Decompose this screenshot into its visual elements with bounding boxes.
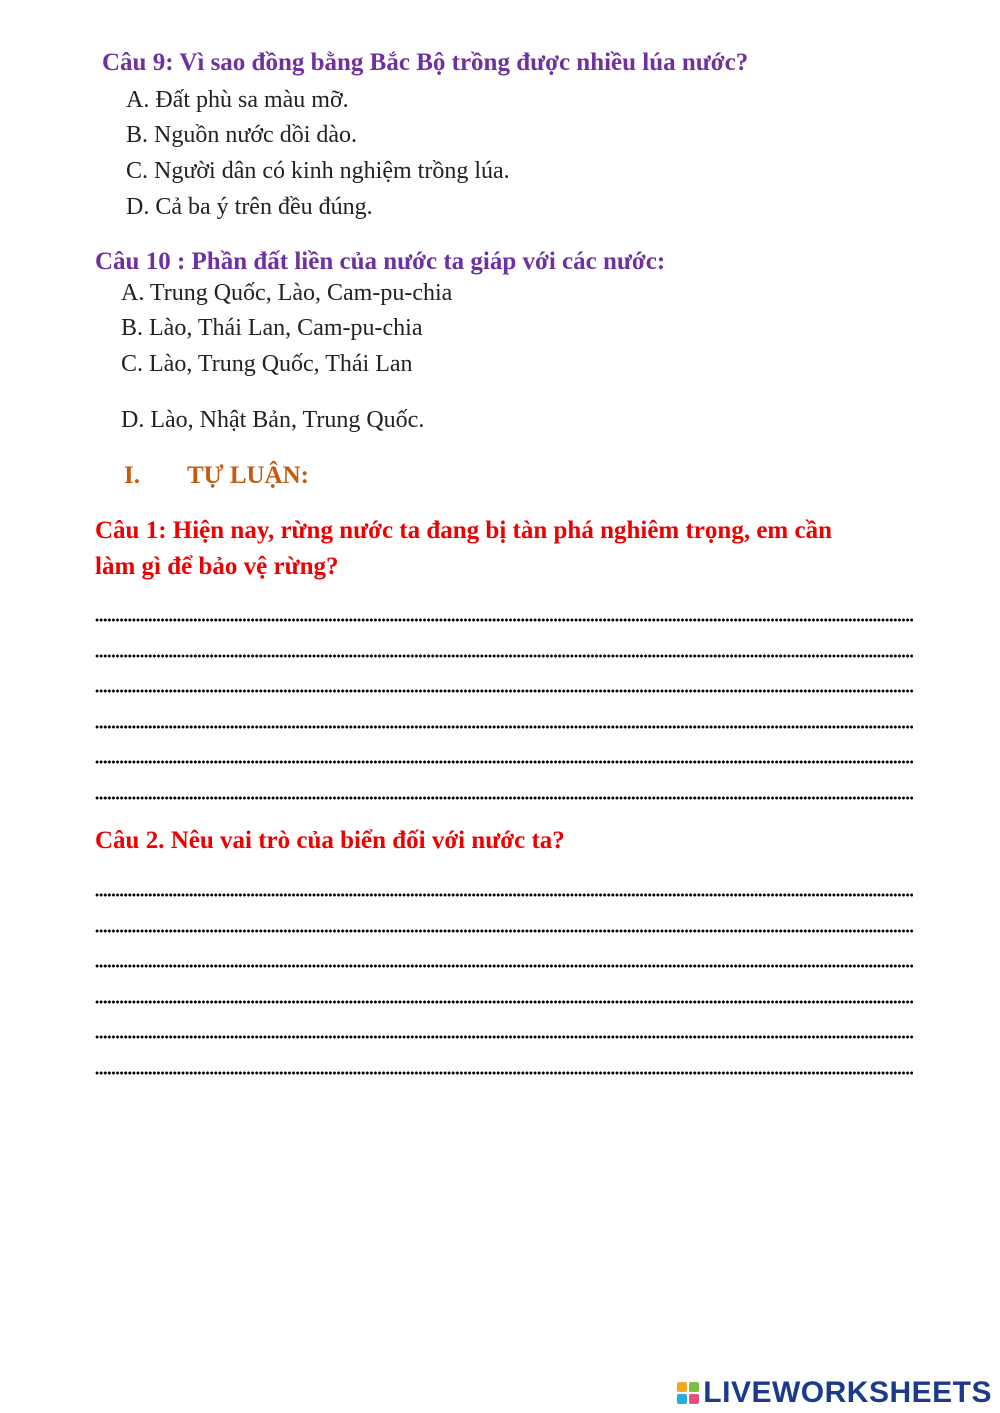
essay-1-line-2: làm gì để bảo vệ rừng? xyxy=(95,553,339,580)
answer-line-2-6[interactable] xyxy=(95,1069,913,1077)
q9-option-a[interactable]: A. Đất phù sa màu mỡ. xyxy=(126,87,349,113)
q9-option-c[interactable]: C. Người dân có kinh nghiệm trồng lúa. xyxy=(126,158,510,184)
q10-option-d[interactable]: D. Lào, Nhật Bản, Trung Quốc. xyxy=(121,407,425,433)
question-9-title: Câu 9: Vì sao đồng bằng Bắc Bộ trồng được nhiều lúa nước? xyxy=(102,49,749,76)
answer-line-2-1[interactable] xyxy=(95,891,913,899)
liveworksheets-logo xyxy=(677,1377,992,1409)
essay-1-line-1: Câu 1: Hiện nay, rừng nước ta đang bị tàn phá nghiêm trọng, em cần xyxy=(95,517,832,544)
essay-2-title: Câu 2. Nêu vai trò của biển đối với nước ta? xyxy=(95,827,565,854)
q9-option-d[interactable]: D. Cả ba ý trên đều đúng. xyxy=(126,194,373,220)
answer-line-1-3[interactable] xyxy=(95,687,913,695)
liveworksheets-logo-icon xyxy=(677,1382,699,1404)
q9-option-b[interactable]: B. Nguồn nước dồi dào. xyxy=(126,122,358,148)
question-10-title: Câu 10 : Phần đất liền của nước ta giáp với các nước: xyxy=(95,248,666,275)
answer-line-1-6[interactable] xyxy=(95,794,913,802)
q10-option-c[interactable]: C. Lào, Trung Quốc, Thái Lan xyxy=(121,351,413,377)
q10-option-a[interactable]: A. Trung Quốc, Lào, Cam-pu-chia xyxy=(121,280,453,306)
answer-line-1-4[interactable] xyxy=(95,723,913,731)
answer-line-1-1[interactable] xyxy=(95,616,913,624)
q10-option-b[interactable]: B. Lào, Thái Lan, Cam-pu-chia xyxy=(121,315,423,341)
answer-line-2-5[interactable] xyxy=(95,1033,913,1041)
answer-line-1-2[interactable] xyxy=(95,652,913,660)
answer-line-2-3[interactable] xyxy=(95,962,913,970)
answer-line-2-2[interactable] xyxy=(95,927,913,935)
section-title: TỰ LUẬN: xyxy=(187,462,309,489)
answer-line-1-5[interactable] xyxy=(95,758,913,766)
section-numeral: I. xyxy=(124,462,140,489)
liveworksheets-logo-text: LIVEWORKSHEETS xyxy=(703,1376,992,1409)
answer-line-2-4[interactable] xyxy=(95,998,913,1006)
